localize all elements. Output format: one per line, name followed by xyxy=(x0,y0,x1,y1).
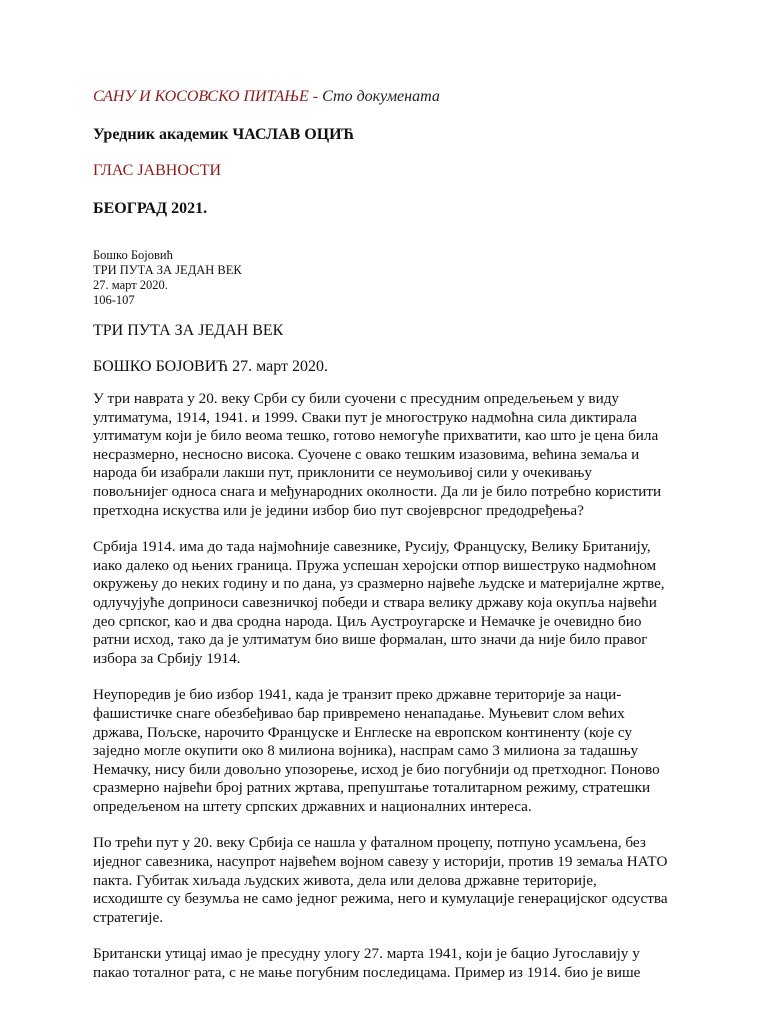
book-title-subtitle: Сто докумената xyxy=(322,88,440,105)
city-year: БЕОГРАД 2021. xyxy=(93,200,208,217)
book-title xyxy=(93,88,440,106)
source-metadata xyxy=(93,248,242,308)
meta-date: 27. март 2020. xyxy=(93,278,168,292)
article-title: ТРИ ПУТА ЗА ЈЕДАН ВЕК xyxy=(93,322,284,339)
article-body xyxy=(93,390,668,1001)
paragraph: Неупоредив је био избор 1941, када је транзит преко државне територије за наци-фашистичке снаге обезбеђивао бар привремено ненападање. Муњевит слом већих држава, Пољске, нарочито Француске и Енглеске на европском континенту (које су заједно могле окупити око 8 милиона војника), наспрам само 3 милиона за тадашњу Немачку, нису били довољно упозорење, исход је био погубнији од претходног. Поново сразмерно највећи број ратних жртава, препуштање тоталитарном режиму, стратешки опредељеном на штету српских државних и националних интереса. xyxy=(93,686,660,815)
paragraph: Британски утицај имао је пресудну улогу 27. марта 1941, који је бацио Југославију у пакао тоталног рата, с не мање погубним последицама. Пример из 1914. био је више xyxy=(93,945,641,982)
meta-title: ТРИ ПУТА ЗА ЈЕДАН ВЕК xyxy=(93,263,242,277)
paragraph: По трећи пут у 20. веку Србија се нашла у фаталном процепу, потпуно усамљена, без иједног савезника, насупрот највећем војном савезу у историји, против 19 земаља НАТО пакта. Губитак хиљада људских живота, дела или делова државне територије, исходиште су безумља не само једног режима, него и кумулације генерацијског одсуства стратегије. xyxy=(93,834,668,926)
article-byline: БОШКО БОЈОВИЋ 27. март 2020. xyxy=(93,358,328,375)
book-title-separator: - xyxy=(308,88,323,105)
meta-pages: 106-107 xyxy=(93,293,135,307)
book-title-main: САНУ И КОСОВСКО ПИТАЊЕ xyxy=(93,88,309,105)
publisher-name: ГЛАС ЈАВНОСТИ xyxy=(93,162,222,179)
editor-line: Уредник академик ЧАСЛАВ ОЦИЋ xyxy=(93,126,355,143)
meta-author: Бошко Бојовић xyxy=(93,248,173,262)
paragraph: У три наврата у 20. веку Срби су били суочени с пресудним опредељењем у виду ултиматума, 1914, 1941. и 1999. Сваки пут је многоструко надмоћна сила диктирала ултиматум који је било веома тешко, готово немогуће прихватити, као што је цена била несразмерно, несносно висока. Суочене с овако тешким изазовима, већина земаља и народа би изабрали лакши пут, приклонити се неумољивој сили у очекивању повољнијег односа снага и међународних околности. Да ли је било потребно користити претходна искуства или је једини избор био пут својеврсног предодређења? xyxy=(93,390,662,519)
paragraph: Србија 1914. има до тада најмоћније савезнике, Русију, Француску, Велику Британију, иако далеко од њених граница. Пружа успешан херојски отпор вишеструко надмоћном окружењу до неких годину и по дана, уз сразмерно највеће људске и материјалне жртве, одлучујуће доприноси савезничкој победи и ствара велику државу која окупља највећи део српског, као и два сродна народа. Циљ Аустроугарске и Немачке је очевидно био ратни исход, тако да је ултиматум био више формалан, што значи да није било правог избора за Србију 1914. xyxy=(93,538,665,667)
